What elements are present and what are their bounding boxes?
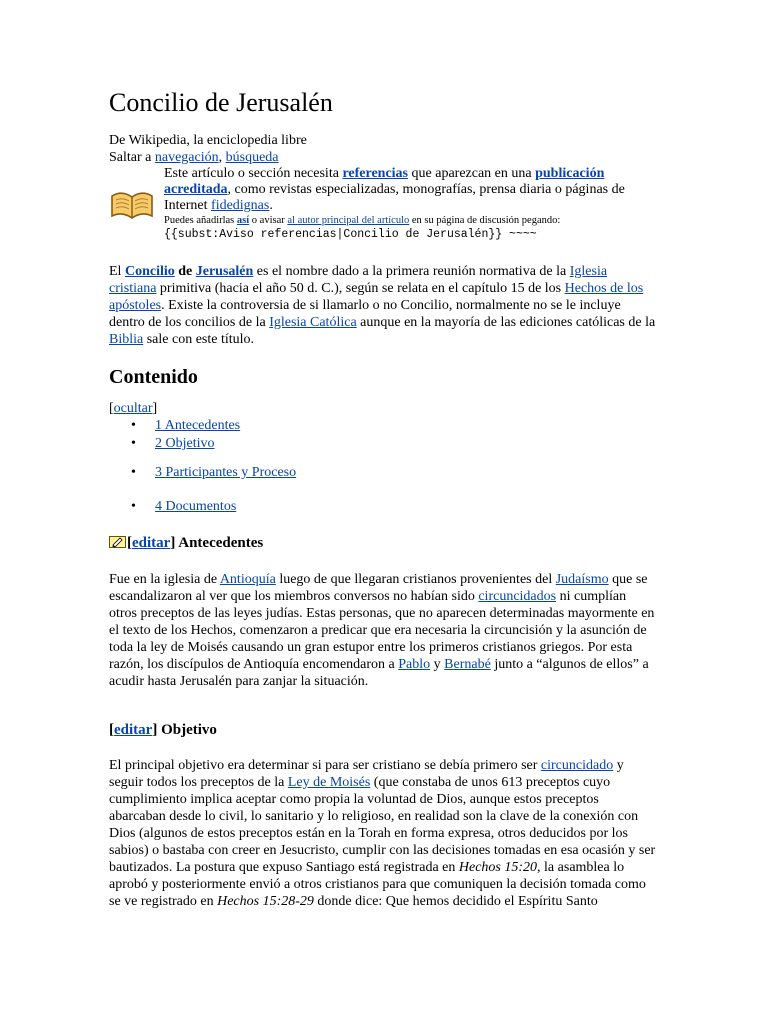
- page-title: Concilio de Jerusalén: [109, 88, 333, 117]
- pablo-link[interactable]: Pablo: [398, 657, 431, 672]
- iglesia-catolica-link[interactable]: Iglesia Católica: [269, 315, 357, 330]
- jump-links: Saltar a navegación, búsqueda: [109, 150, 279, 165]
- toc-hide-link[interactable]: ocultar: [113, 401, 153, 416]
- section-heading-antecedentes: [editar] Antecedentes: [109, 535, 263, 552]
- section-heading-objetivo: [editar] Objetivo: [109, 722, 217, 738]
- toc-link-objetivo[interactable]: 2 Objetivo: [155, 436, 215, 451]
- toc-link-antecedentes[interactable]: 1 Antecedentes: [155, 418, 241, 433]
- notice-main: Este artículo o sección necesita referencias que aparezcan en una publicación acreditada, como revistas especializadas, monografías, prensa diaria o páginas de Internet fidedignas.: [164, 166, 625, 213]
- tagline: De Wikipedia, la enciclopedia libre: [109, 133, 307, 148]
- main-author-link[interactable]: al autor principal del artículo: [287, 215, 410, 226]
- toc-link-documentos[interactable]: 4 Documentos: [155, 499, 237, 514]
- jerusalen-link[interactable]: Jerusalén: [195, 264, 254, 279]
- notice-hint: Puedes añadirlas así o avisar al autor principal del artículo en su página de discusión pegando:: [164, 215, 561, 226]
- jump-search-link[interactable]: búsqueda: [225, 150, 279, 165]
- subtitle-block: [109, 132, 307, 166]
- notice-text: [164, 166, 659, 242]
- toc-toggle: [ocultar]: [109, 401, 158, 416]
- toc-item: [133, 499, 237, 515]
- open-book-icon: [109, 184, 155, 222]
- toc-heading: Contenido: [109, 366, 198, 388]
- how-link[interactable]: así: [236, 215, 250, 226]
- references-link[interactable]: referencias: [342, 166, 409, 181]
- toc-item: [133, 465, 297, 481]
- ley-de-moises-link[interactable]: Ley de Moisés: [287, 775, 371, 790]
- references-notice: [109, 166, 657, 246]
- judaismo-link[interactable]: Judaísmo: [555, 572, 609, 587]
- citation-hechos-15-20: Hechos 15:20: [458, 860, 538, 875]
- antecedentes-paragraph: Fue en la iglesia de Antioquía luego de que llegaran cristianos provenientes del Judaísmo que se escandalizaron al ver que los miembros conversos no habían sido circuncidados ni cumplían otros preceptos de las leyes judías. Estas personas, que no aparecen determinadas mayormente en el texto de los Hechos, comenzaron a predicar que era necesaria la circuncisión y la asunción de toda la ley de Moisés causando un gran estupor entre los primeros cristianos griegos. Por esta razón, los discípulos de Antioquía encomendaron a Pablo y Bernabé junto a “algunos de ellos” a acudir hasta Jerusalén para zanjar la situación.: [109, 572, 655, 689]
- circuncidado-link[interactable]: circuncidado: [540, 758, 614, 773]
- toc-link-participantes[interactable]: 3 Participantes y Proceso: [155, 465, 297, 480]
- intro-paragraph: El Concilio de Jerusalén es el nombre dado a la primera reunión normativa de la Iglesia cristiana primitiva (hacia el año 50 d. C.), según se relata en el capítulo 15 de los Hechos de los apóstoles. Existe la controversia de si llamarlo o no Concilio, normalmente no se le incluye dentro de los concilios de la Iglesia Católica aunque en la mayoría de las ediciones católicas de la Biblia sale con este título.: [109, 264, 656, 347]
- accredited-publication-link[interactable]: publicación acreditada: [164, 166, 605, 197]
- edit-pencil-icon[interactable]: [109, 536, 126, 548]
- hechos-apostoles-link[interactable]: Hechos de los apóstoles: [109, 281, 644, 313]
- edit-link-objetivo[interactable]: editar: [114, 722, 153, 738]
- jump-navigation-link[interactable]: navegación: [154, 150, 219, 165]
- objetivo-paragraph: El principal objetivo era determinar si para ser cristiano se debía primero ser circuncidado y seguir todos los preceptos de la Ley de Moisés (que constaba de unos 613 preceptos cuyo cumplimiento implica aceptar como propia la voluntad de Dios, aunque estos preceptos abarcaban desde lo civil, lo sanitario y lo religioso, en realidad son la clave de la conexión con Dios (algunos de estos preceptos están en la Torah en forma expresa, otros deducidos por los sabios) o bastaba con creer en Jesucristo, cumplir con las decisiones tomadas en esa ocasión y ser bautizados. La postura que expuso Santiago está registrada en Hechos 15:20, la asamblea lo aprobó y posteriormente envió a otros cristianos para que comuniquen la decisión tomada como se ve registrado en Hechos 15:28-29 donde dice: Que hemos decidido el Espíritu Santo: [109, 758, 656, 909]
- citation-hechos-15-28: Hechos 15:28-29: [217, 894, 314, 909]
- toc-item: [133, 436, 215, 452]
- edit-link-antecedentes[interactable]: editar: [132, 535, 171, 551]
- iglesia-cristiana-link[interactable]: Iglesia cristiana: [109, 264, 608, 296]
- concilio-link[interactable]: Concilio: [124, 264, 175, 279]
- antioquia-link[interactable]: Antioquía: [219, 572, 276, 587]
- reliable-link[interactable]: fidedignas: [211, 198, 270, 213]
- template-code: {{subst:Aviso referencias|Concilio de Jerusalén}} ~~~~: [164, 228, 537, 241]
- toc-item: [133, 418, 241, 434]
- circuncidados-link[interactable]: circuncidados: [478, 589, 557, 604]
- biblia-link[interactable]: Biblia: [109, 332, 144, 347]
- bernabe-link[interactable]: Bernabé: [444, 657, 491, 672]
